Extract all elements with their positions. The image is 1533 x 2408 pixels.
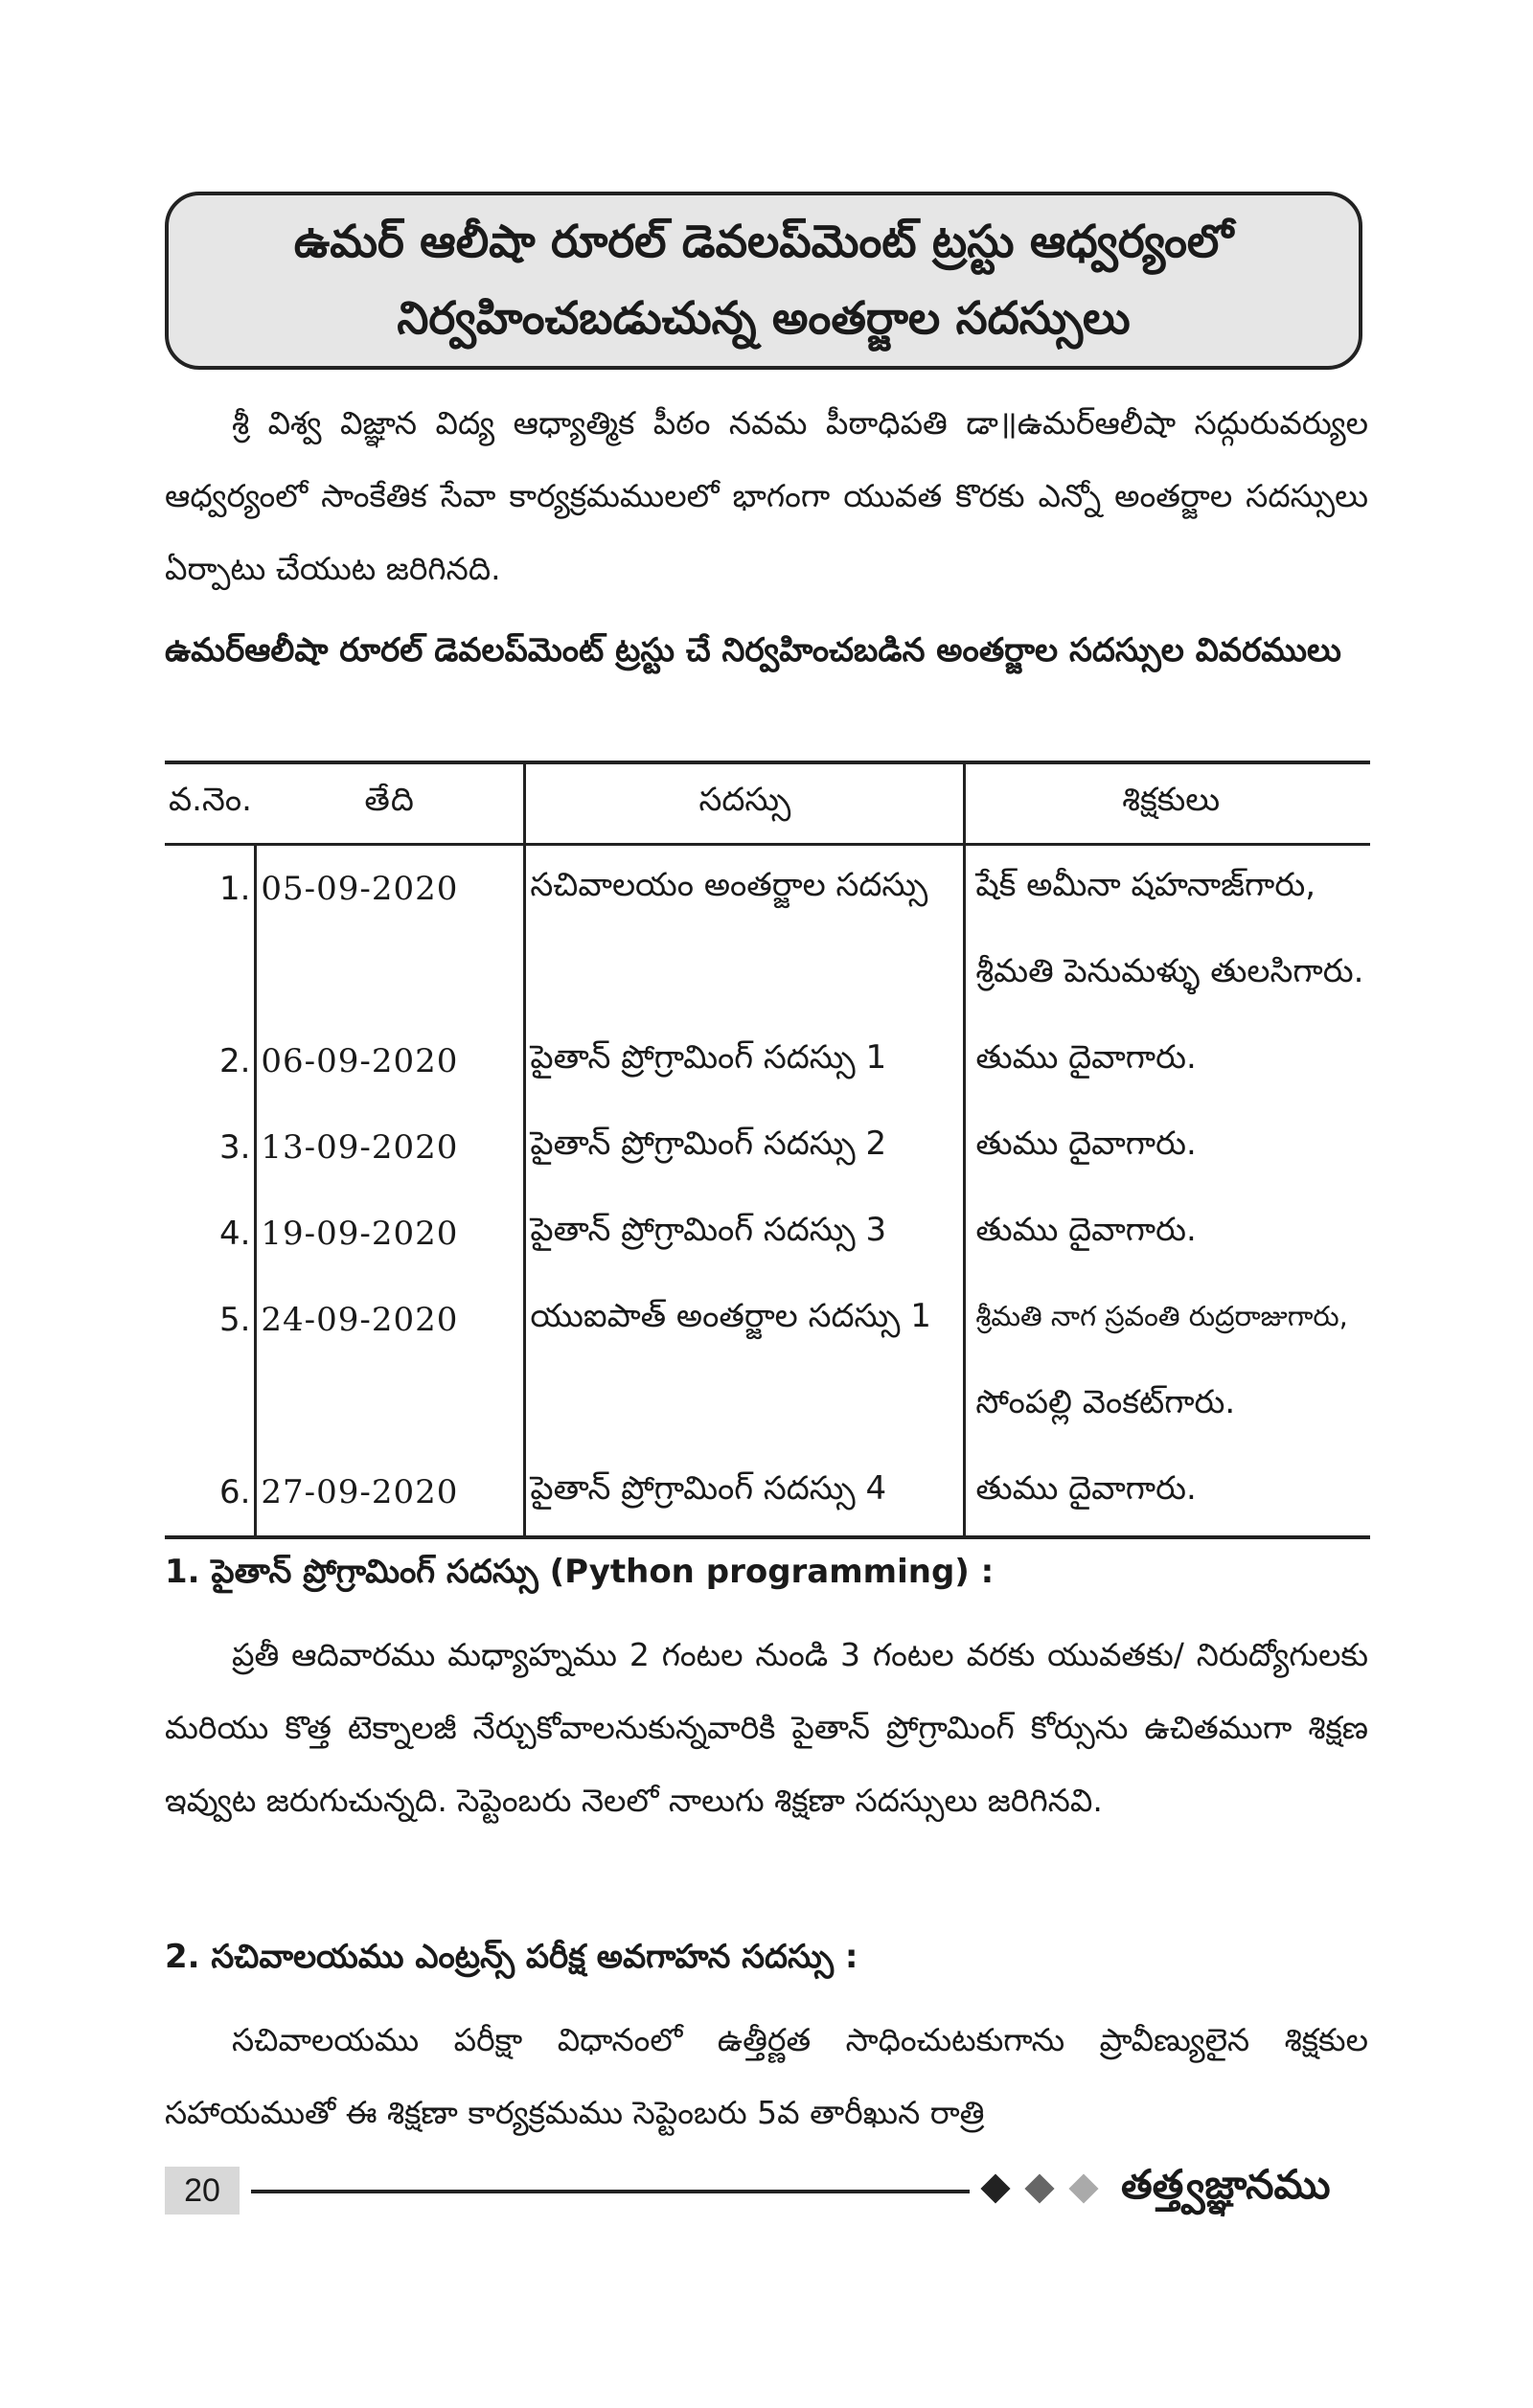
diamond-icon: [1024, 2173, 1054, 2203]
row-teacher: తుము దైవాగారు.: [965, 1104, 1370, 1191]
row-number: 1.: [218, 870, 251, 908]
row-topic: పైతాన్ ప్రోగ్రామింగ్ సదస్సు 2: [525, 1104, 965, 1191]
diamond-icon: [1068, 2173, 1098, 2203]
row-number: 6.: [218, 1473, 251, 1511]
row-topic: పైతాన్ ప్రోగ్రామింగ్ సదస్సు 1: [525, 1018, 965, 1104]
table-row: [165, 1104, 1370, 1191]
row-teacher-continued: సోంపల్లి వెంకట్‌గారు.: [965, 1363, 1370, 1449]
diamond-icon: [980, 2173, 1010, 2203]
intro-paragraph: [165, 387, 1368, 605]
title-box: [165, 192, 1362, 370]
header-date: తేది: [256, 762, 525, 845]
table-header-row: [165, 762, 1370, 845]
row-date: 27-09-2020: [256, 1449, 525, 1537]
title-line-1: ఉమర్ ఆలీషా రూరల్ డెవలప్‌మెంట్ ట్రస్టు ఆధ్వర్యంలో: [293, 216, 1234, 268]
row-topic: యుఐపాత్ అంతర్జాల సదస్సు 1: [525, 1277, 965, 1363]
page-number: 20: [165, 2167, 240, 2215]
section2-heading: 2. సచివాలయము ఎంట్రన్స్ పరీక్ష అవగాహన సదస్సు :: [165, 1938, 858, 1976]
row-number: 4.: [218, 1215, 251, 1253]
row-teacher: షేక్ అమీనా షహనాజ్‌గారు,: [965, 845, 1370, 933]
row-topic: పైతాన్ ప్రోగ్రామింగ్ సదస్సు 4: [525, 1449, 965, 1537]
row-number: 5.: [218, 1301, 251, 1339]
row-teacher: తుము దైవాగారు.: [965, 1191, 1370, 1277]
row-date: 19-09-2020: [256, 1191, 525, 1277]
table-row: [165, 1449, 1370, 1537]
row-number: 2.: [218, 1042, 251, 1080]
header-teachers: శిక్షకులు: [965, 762, 1370, 845]
header-number: వ.నెం.: [165, 762, 256, 845]
header-topic: సదస్సు: [525, 762, 965, 845]
table-row: [165, 932, 1370, 1018]
section2-text: సచివాలయము పరీక్షా విధానంలో ఉత్తీర్ణత సాధించుటకుగాను ప్రావీణ్యులైన శిక్షకుల సహాయముతో ఈ శిక్షణా కార్యక్రమము సెప్టెంబరు 5వ తారీఖున రాత్రి: [165, 2021, 1368, 2131]
row-date: 13-09-2020: [256, 1104, 525, 1191]
footer-brand: తత్త్వజ్ఞానము: [1121, 2161, 1331, 2208]
row-number: 3.: [218, 1128, 251, 1167]
row-date: 05-09-2020: [256, 845, 525, 933]
title-line-2: నిర్వహించబడుచున్న అంతర్జాల సదస్సులు: [397, 292, 1131, 345]
row-teacher: తుము దైవాగారు.: [965, 1018, 1370, 1104]
row-date: 06-09-2020: [256, 1018, 525, 1104]
row-topic: పైతాన్ ప్రోగ్రామింగ్ సదస్సు 3: [525, 1191, 965, 1277]
table-row: [165, 1018, 1370, 1104]
row-teacher: శ్రీమతి నాగ స్రవంతి రుద్రరాజుగారు,: [965, 1277, 1370, 1363]
section1-paragraph: [165, 1619, 1368, 1837]
table-heading: ఉమర్‌ఆలీషా రూరల్ డెవలప్‌మెంట్ ట్రస్టు చే నిర్వహించబడిన అంతర్జాల సదస్సుల వివరములు: [165, 631, 1341, 670]
row-date: 24-09-2020: [256, 1277, 525, 1363]
table-row: [165, 1363, 1370, 1449]
section2-paragraph: [165, 2004, 1368, 2149]
section1-heading: 1. పైతాన్ ప్రోగ్రామింగ్ సదస్సు (Python programming) :: [165, 1553, 995, 1591]
intro-text: శ్రీ విశ్వ విజ్ఞాన విద్య ఆధ్యాత్మిక పీఠం నవమ పీఠాధిపతి డా॥ఉమర్‌ఆలీషా సద్గురువర్యుల ఆధ్వర్యంలో సాంకేతిక సేవా కార్యక్రమములలో భాగంగా యువత కొరకు ఎన్నో అంతర్జాల సదస్సులు ఏర్పాటు చేయుట జరిగినది.: [165, 404, 1368, 587]
footer-rule: [251, 2190, 970, 2193]
table-row: [165, 845, 1370, 933]
table-row: [165, 1277, 1370, 1363]
row-teacher-continued: శ్రీమతి పెనుమళ్ళు తులసిగారు.: [965, 932, 1370, 1018]
row-teacher: తుము దైవాగారు.: [965, 1449, 1370, 1537]
table-row: [165, 1191, 1370, 1277]
section1-text: ప్రతీ ఆదివారము మధ్యాహ్నము 2 గంటల నుండి 3 గంటల వరకు యువతకు/ నిరుద్యోగులకు మరియు కొత్త టెక్నాలజీ నేర్చుకోవాలనుకున్నవారికి పైతాన్ ప్రోగ్రామింగ్ కోర్సును ఉచితముగా శిక్షణ ఇవ్వుట జరుగుచున్నది. సెప్టెంబరు నెలలో నాలుగు శిక్షణా సదస్సులు జరిగినవి.: [165, 1636, 1368, 1819]
row-topic: సచివాలయం అంతర్జాల సదస్సు: [525, 845, 965, 933]
sessions-table: [165, 761, 1370, 1539]
